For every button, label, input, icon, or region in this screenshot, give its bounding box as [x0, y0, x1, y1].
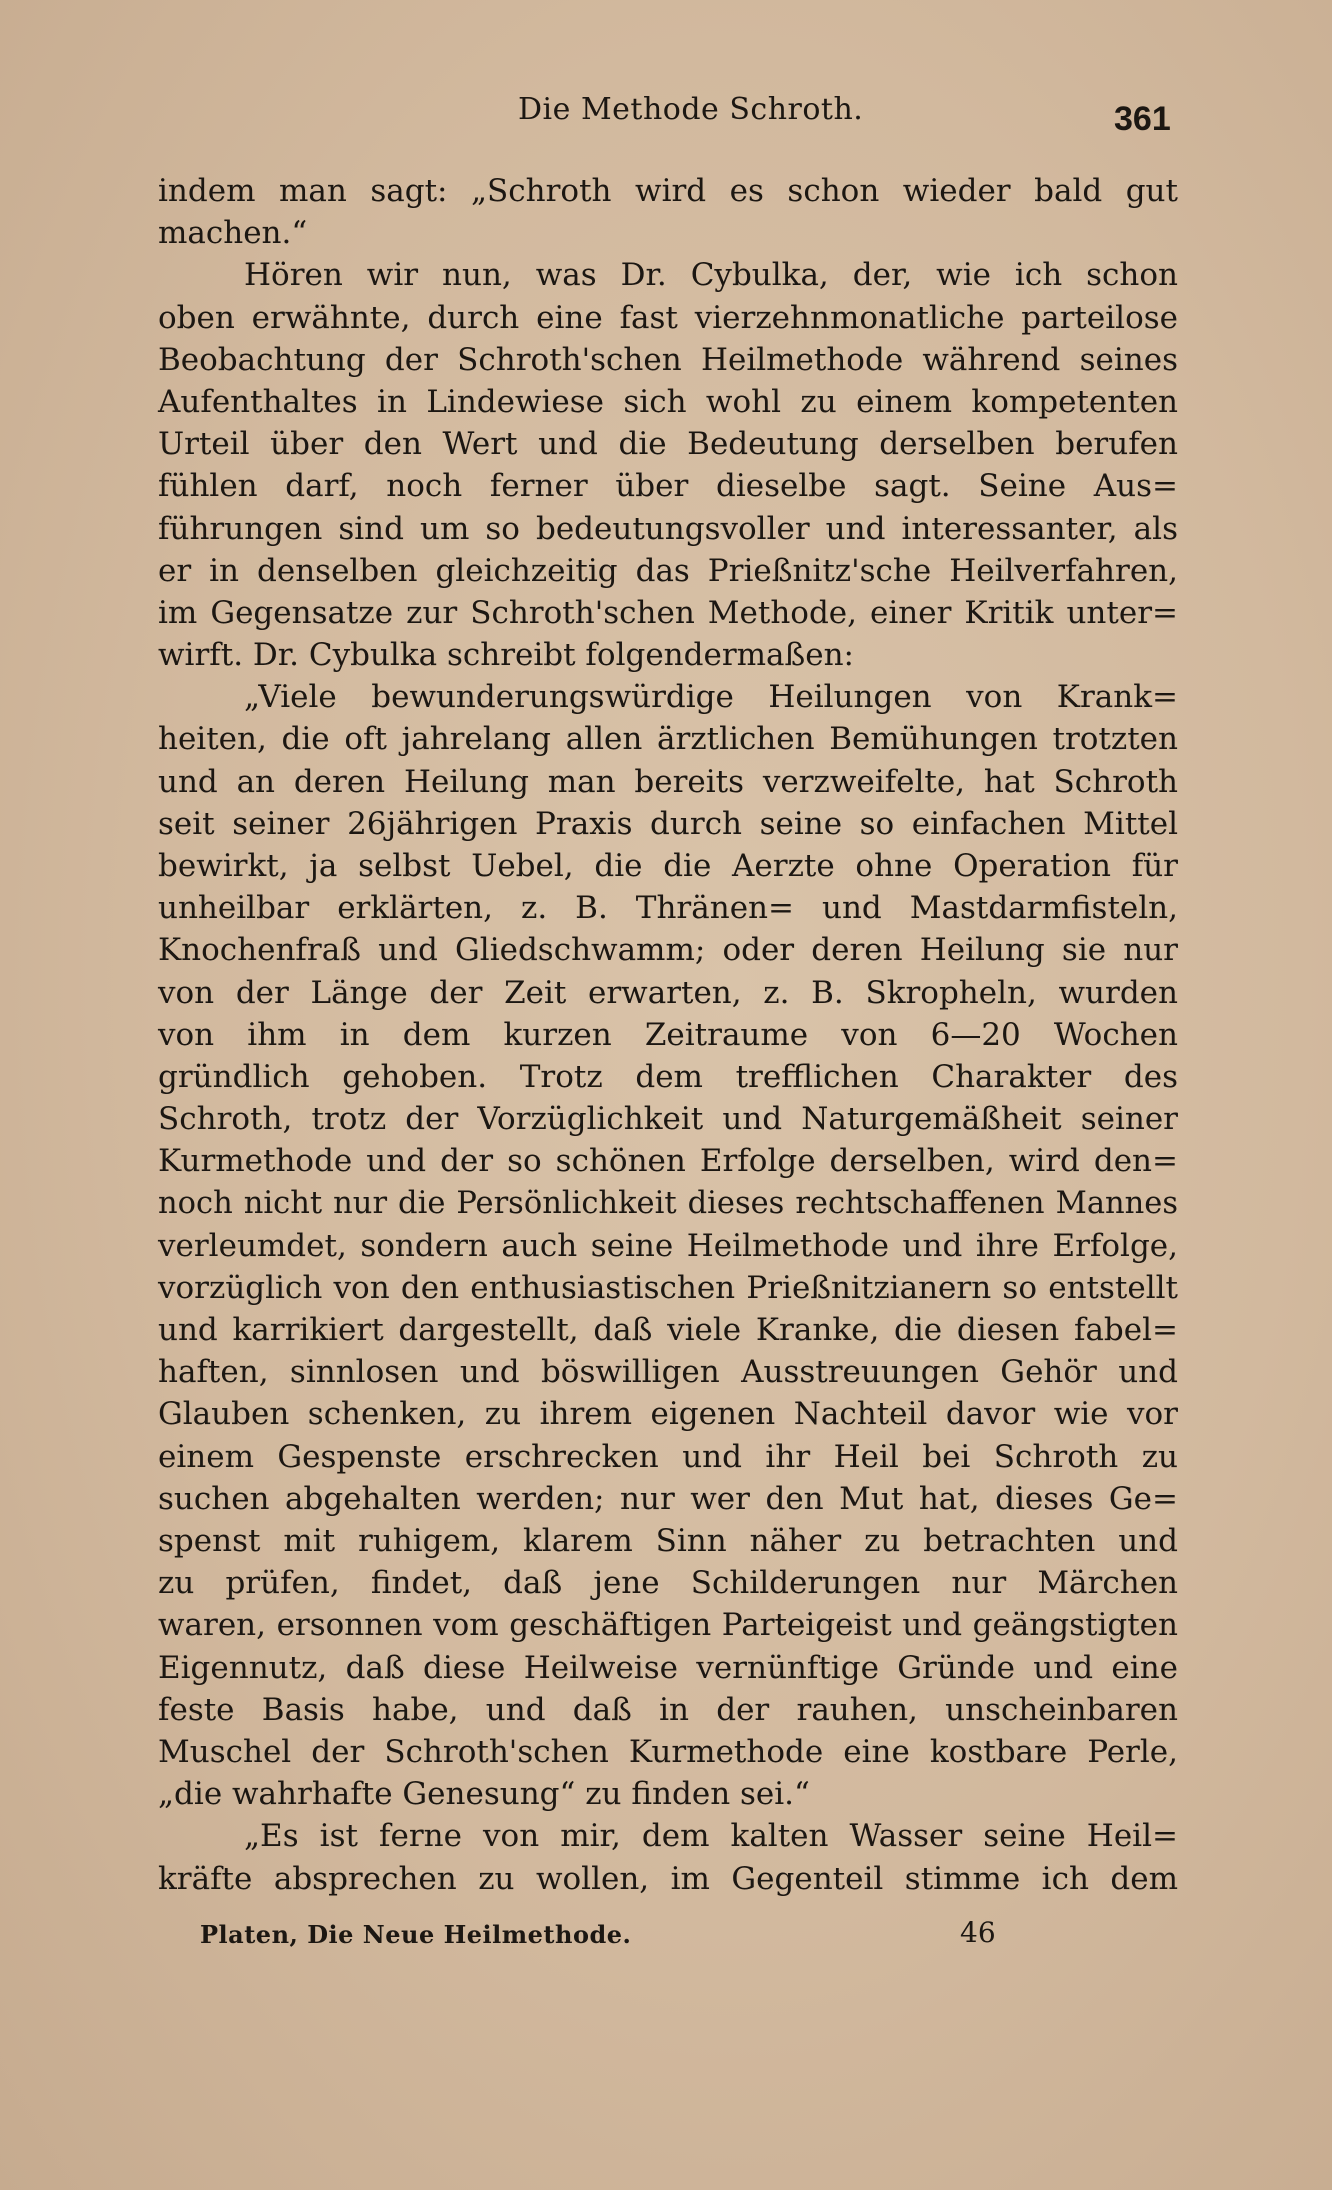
text-line: Kurmethode und der so schönen Erfolge derselben, wird den=	[158, 1143, 1178, 1180]
sheet-number: 46	[960, 1916, 996, 1949]
text-line: Eigennutz, daß diese Heilweise vernünftige Gründe und eine	[158, 1649, 1178, 1686]
text-line: oben erwähnte, durch eine fast vierzehnmonatliche parteilose	[158, 299, 1178, 336]
page-number: 361	[1114, 100, 1171, 138]
text-line: vorzüglich von den enthusiastischen Prießnitzianern so entstellt	[158, 1269, 1178, 1306]
running-head: Die Methode Schroth.	[518, 92, 864, 127]
text-line: Aufenthaltes in Lindewiese sich wohl zu einem kompetenten	[158, 383, 1178, 420]
text-line: unheilbar erklärten, z. B. Thränen= und Mastdarmfisteln,	[158, 890, 1178, 927]
text-line: Glauben schenken, zu ihrem eigenen Nachteil davor wie vor	[158, 1396, 1178, 1433]
text-line: und an deren Heilung man bereits verzweifelte, hat Schroth	[158, 763, 1178, 800]
body-text	[158, 170, 1178, 1900]
text-line: Beobachtung der Schroth'schen Heilmethode während seines	[158, 341, 1178, 378]
text-line: machen.“	[158, 215, 308, 252]
text-line: Muschel der Schroth'schen Kurmethode eine kostbare Perle,	[158, 1733, 1178, 1770]
text-line: feste Basis habe, und daß in der rauhen, unscheinbaren	[158, 1691, 1178, 1728]
text-line: von ihm in dem kurzen Zeitraume von 6—20 Wochen	[158, 1016, 1178, 1053]
text-line: kräfte absprechen zu wollen, im Gegenteil stimme ich dem	[158, 1860, 1178, 1897]
text-line: Urteil über den Wert und die Bedeutung derselben berufen	[158, 426, 1178, 463]
text-line: spenst mit ruhigem, klarem Sinn näher zu betrachten und	[158, 1523, 1178, 1559]
text-line: Knochenfraß und Gliedschwamm; oder deren Heilung sie nur	[158, 932, 1178, 969]
text-line: zu prüfen, findet, daß jene Schilderungen nur Märchen	[158, 1565, 1178, 1602]
text-line: einem Gespenste erschrecken und ihr Heil bei Schroth zu	[158, 1438, 1178, 1475]
text-line: seit seiner 26jährigen Praxis durch seine so einfachen Mittel	[158, 805, 1178, 842]
text-line: führungen sind um so bedeutungsvoller und interessanter, als	[158, 510, 1178, 547]
text-line: fühlen darf, noch ferner über dieselbe sagt. Seine Aus=	[158, 468, 1178, 505]
text-line: heiten, die oft jahrelang allen ärztlichen Bemühungen trotzten	[158, 721, 1178, 758]
text-line: von der Länge der Zeit erwarten, z. B. Skropheln, wurden	[158, 974, 1178, 1011]
text-line: indem man sagt: „Schroth wird es schon wieder bald gut	[158, 173, 1178, 209]
text-line: Schroth, trotz der Vorzüglichkeit und Naturgemäßheit seiner	[158, 1101, 1178, 1138]
text-line: er in denselben gleichzeitig das Prießnitz'sche Heilverfahren,	[158, 552, 1178, 589]
text-line: waren, ersonnen vom geschäftigen Parteigeist und geängstigten	[158, 1607, 1178, 1644]
text-line: gründlich gehoben. Trotz dem trefflichen Charakter des	[158, 1058, 1178, 1095]
text-line: haften, sinnlosen und böswilligen Ausstreuungen Gehör und	[158, 1354, 1178, 1391]
text-line: im Gegensatze zur Schroth'schen Methode, einer Kritik unter=	[158, 594, 1178, 631]
text-line: wirft. Dr. Cybulka schreibt folgendermaßen:	[158, 637, 854, 674]
text-line: und karrikiert dargestellt, daß viele Kranke, die diesen fabel=	[158, 1312, 1178, 1349]
text-line: Hören wir nun, was Dr. Cybulka, der, wie ich schon	[244, 257, 1178, 294]
text-line: noch nicht nur die Persönlichkeit dieses rechtschaffenen Mannes	[158, 1185, 1178, 1221]
signature-line: Platen, Die Neue Heilmethode.	[200, 1920, 632, 1949]
text-line: suchen abgehalten werden; nur wer den Mut hat, dieses Ge=	[158, 1480, 1178, 1517]
text-line: verleumdet, sondern auch seine Heilmethode und ihre Erfolge,	[158, 1227, 1178, 1264]
text-line: „Es ist ferne von mir, dem kalten Wasser seine Heil=	[244, 1818, 1178, 1855]
text-line: bewirkt, ja selbst Uebel, die die Aerzte ohne Operation für	[158, 848, 1178, 884]
text-line: „die wahrhafte Genesung“ zu finden sei.“	[158, 1776, 810, 1813]
text-line: „Viele bewunderungswürdige Heilungen von Krank=	[244, 679, 1178, 716]
